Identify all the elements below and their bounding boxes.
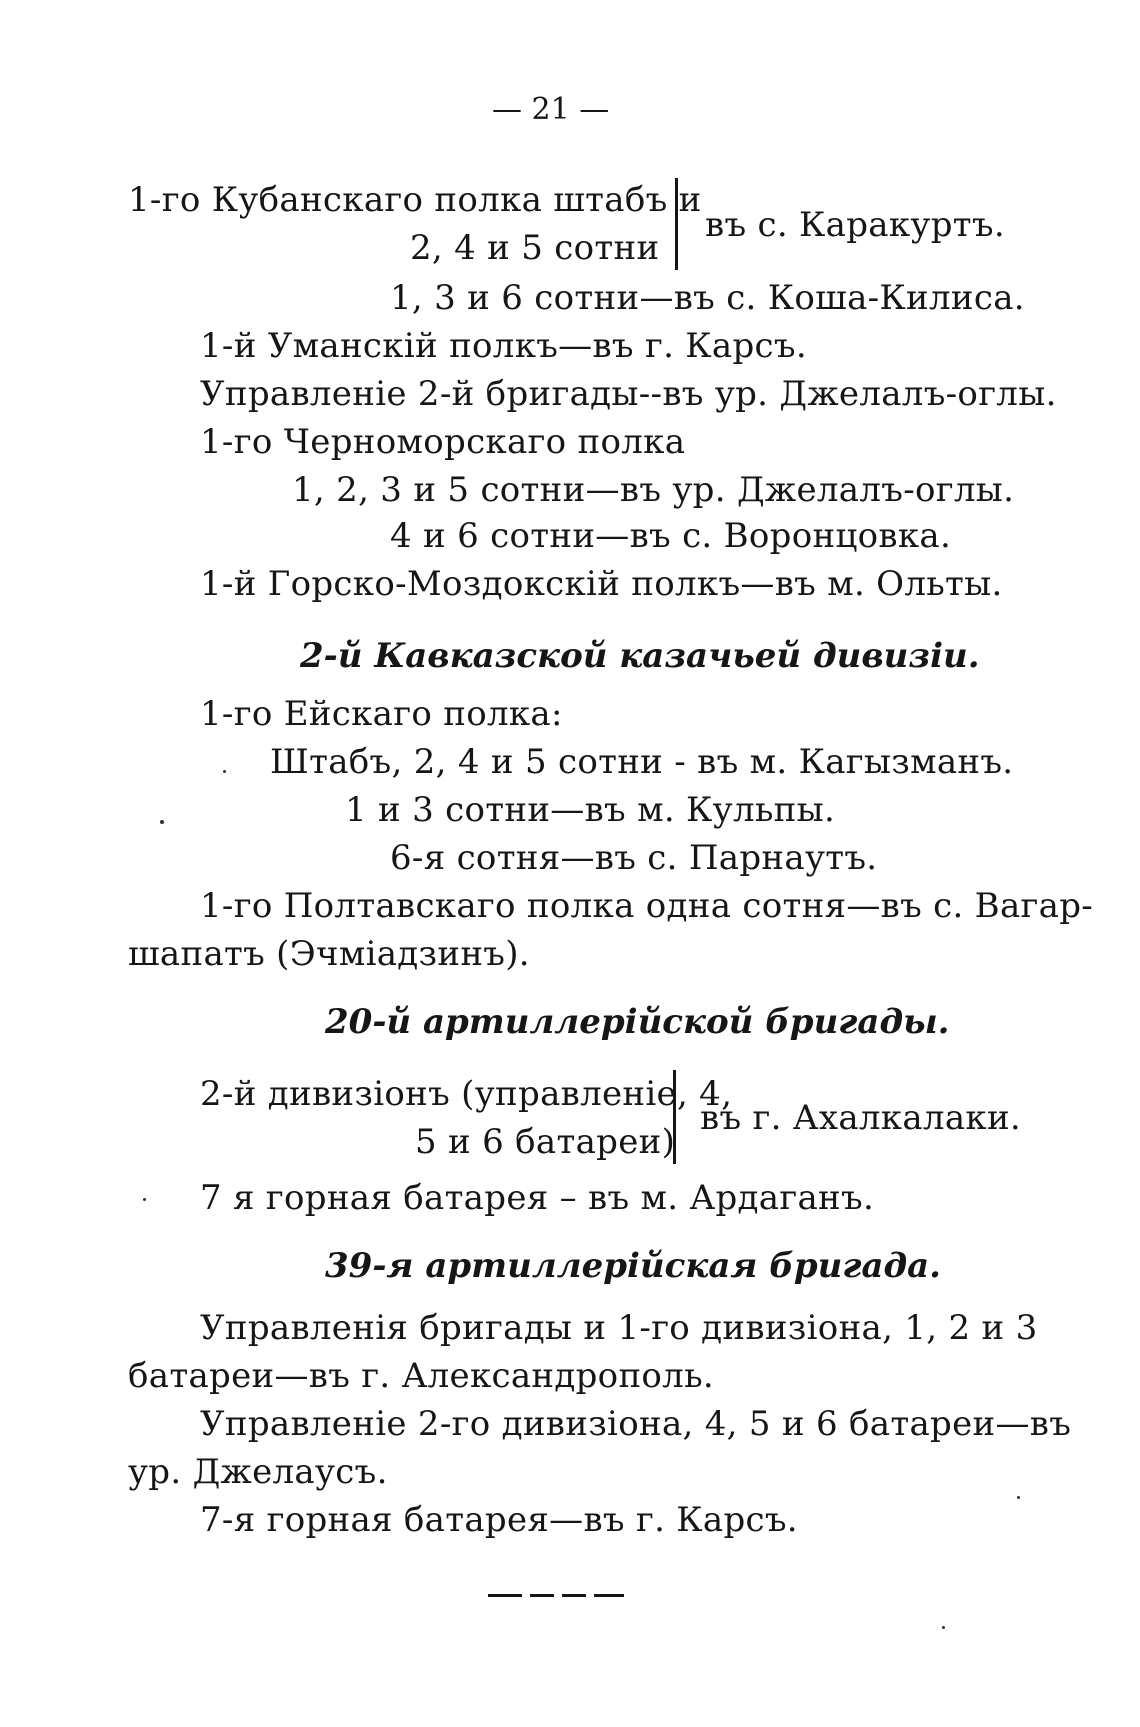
section-heading: 2-й Кавказской казачьей дивизіи. [300,636,980,676]
text-line: 1-го Ейскаго полка: [200,694,563,734]
text-line: 1, 2, 3 и 5 сотни—въ ур. Джелалъ-оглы. [292,470,1015,510]
curly-brace [665,178,678,270]
text-line: Управленіе 2-й бригады--въ ур. Джелалъ-оглы. [200,374,1057,414]
text-line: 7-я горная батарея—въ г. Карсъ. [200,1500,798,1540]
text-line: ур. Джелаусъ. [128,1452,388,1492]
curly-brace [663,1070,676,1164]
text-line: 1-й Уманскій полкъ—въ г. Карсъ. [200,326,807,366]
page-number: — 21 — [492,92,610,127]
text-line: батареи—въ г. Александрополь. [128,1356,714,1396]
end-rule-dash [562,1594,586,1597]
scan-speck [143,1198,146,1201]
text-line: 1-й Горско-Моздокскій полкъ—въ м. Ольты. [200,564,1003,604]
text-line: 1, 3 и 6 сотни—въ с. Коша-Килиса. [390,278,1025,318]
kuban-regiment-line1: 1-го Кубанскаго полка штабъ и [128,180,702,220]
text-line: 1-го Черноморскаго полка [200,422,686,462]
text-line: 4 и 6 сотни—въ с. Воронцовка. [390,516,952,556]
scan-speck [223,770,226,773]
scan-speck [160,820,164,824]
section-heading: 39-я артиллерійская бригада. [325,1246,941,1286]
text-line: 1-го Полтавскаго полка одна сотня—въ с. Вагар- [200,886,1094,926]
kuban-regiment-location: въ с. Каракуртъ. [705,205,1005,245]
kuban-regiment-line2: 2, 4 и 5 сотни [410,228,660,268]
division-line2: 5 и 6 батареи) [415,1122,676,1162]
end-rule-dash [530,1594,554,1597]
end-rule-dash [594,1594,624,1597]
text-line: Управленіе 2-го дивизіона, 4, 5 и 6 батареи—въ [200,1404,1072,1444]
text-line: 6-я сотня—въ с. Парнаутъ. [390,838,878,878]
text-line: Управленія бригады и 1-го дивизіона, 1, 2 и 3 [200,1308,1038,1348]
text-line: шапатъ (Эчміадзинъ). [128,934,530,974]
text-line: 7 я горная батарея – въ м. Ардаганъ. [200,1178,875,1218]
scan-speck [1017,1496,1020,1499]
text-line: 1 и 3 сотни—въ м. Кульпы. [345,790,836,830]
end-rule-dash [488,1594,522,1597]
scan-speck [942,1626,945,1629]
division-line1: 2-й дивизіонъ (управленіе, 4, [200,1074,733,1114]
text-line: Штабъ, 2, 4 и 5 сотни - въ м. Кагызманъ. [270,742,1014,782]
division-location: въ г. Ахалкалаки. [700,1098,1022,1138]
section-heading: 20-й артиллерійской бригады. [325,1002,950,1042]
